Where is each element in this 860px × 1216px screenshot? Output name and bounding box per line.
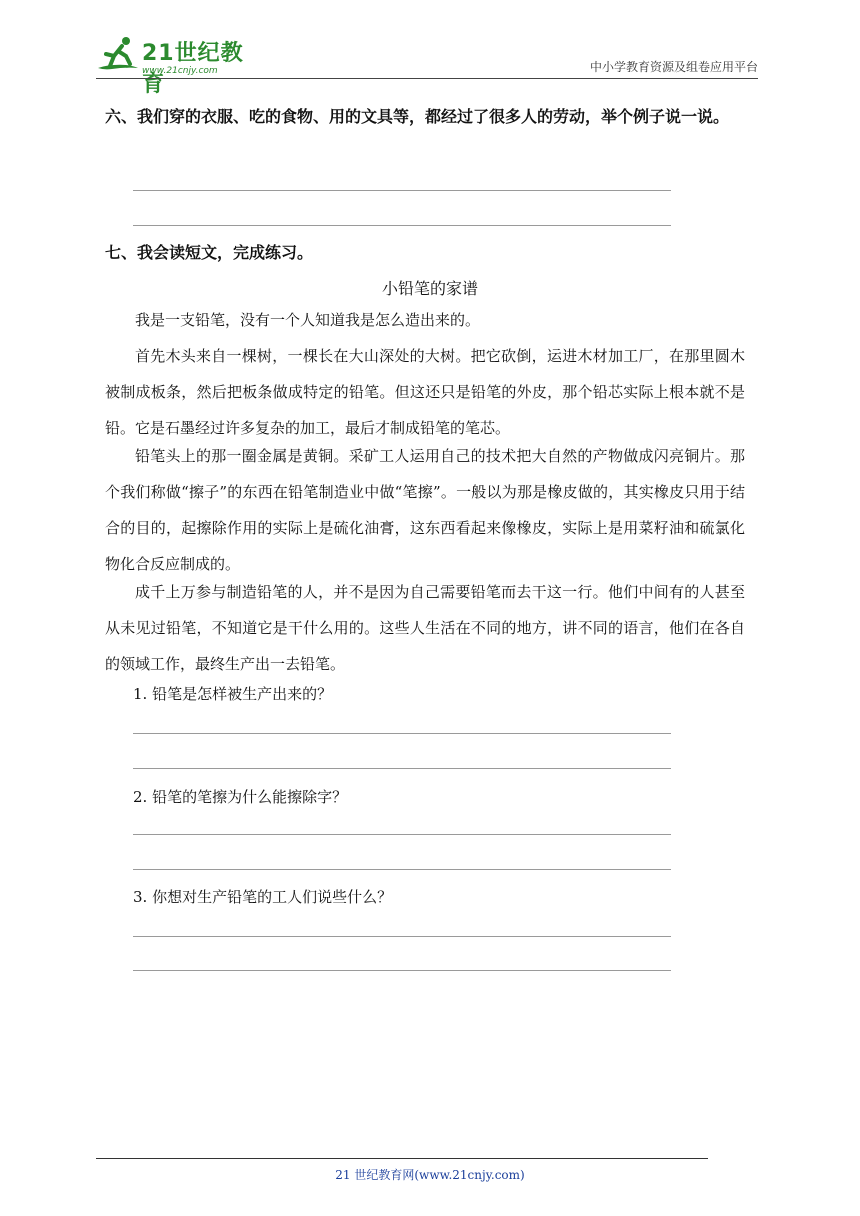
answer-line[interactable] xyxy=(133,225,671,226)
logo-url: www.21cnjy.com xyxy=(142,66,218,76)
question-6: 六、我们穿的衣服、吃的食物、用的文具等，都经过了很多人的劳动，举个例子说一说。 xyxy=(105,107,730,126)
logo-text: 21世纪教育 xyxy=(142,41,244,97)
answer-line[interactable] xyxy=(133,869,671,870)
question-7: 七、我会读短文，完成练习。 xyxy=(105,243,314,262)
passage-paragraph: 首先木头来自一棵树，一棵长在大山深处的大树。把它砍倒，运进木材加工厂，在那里圆木被制成板条，然后把板条做成特定的铅笔。但这还只是铅笔的外皮，那个铅芯实际上根本就不是铅。它是石墨经过许多复杂的加工，最后才制成铅笔的笔芯。 xyxy=(105,347,745,437)
site-logo xyxy=(96,34,266,97)
sub-question-1: 1. 铅笔是怎样被生产出来的？ xyxy=(133,685,333,703)
passage-paragraph: 我是一支铅笔，没有一个人知道我是怎么造出来的。 xyxy=(135,311,481,329)
passage-paragraph: 铅笔头上的那一圈金属是黄铜。采矿工人运用自己的技术把大自然的产物做成闪亮铜片。那个我们称做“擦子”的东西在铅笔制造业中做“笔擦”。一般以为那是橡皮做的，其实橡皮只用于结合的目的，起擦除作用的实际上是硫化油膏，这东西看起来像橡皮，实际上是用菜籽油和硫氯化物化合反应制成的。 xyxy=(105,447,745,573)
answer-line[interactable] xyxy=(133,970,671,971)
passage-paragraph: 成千上万参与制造铅笔的人，并不是因为自己需要铅笔而去干这一行。他们中间有的人甚至从未见过铅笔，不知道它是干什么用的。这些人生活在不同的地方，讲不同的语言，他们在各自的领域工作，最终生产出一去铅笔。 xyxy=(105,583,745,673)
answer-line[interactable] xyxy=(133,834,671,835)
sub-question-2: 2. 铅笔的笔擦为什么能擦除字？ xyxy=(133,788,348,806)
runner-logo-icon xyxy=(96,34,140,76)
footer-text[interactable]: 21 世纪教育网(www.21cnjy.com) xyxy=(335,1168,525,1182)
header-platform-text: 中小学教育资源及组卷应用平台 xyxy=(589,60,758,74)
sub-question-3: 3. 你想对生产铅笔的工人们说些什么？ xyxy=(133,888,393,906)
answer-line[interactable] xyxy=(133,768,671,769)
page-header xyxy=(96,28,758,97)
answer-line[interactable] xyxy=(133,190,671,191)
header-divider xyxy=(96,78,758,79)
answer-line[interactable] xyxy=(133,936,671,937)
footer-divider xyxy=(96,1158,708,1159)
passage-title: 小铅笔的家谱 xyxy=(381,279,478,298)
answer-line[interactable] xyxy=(133,733,671,734)
